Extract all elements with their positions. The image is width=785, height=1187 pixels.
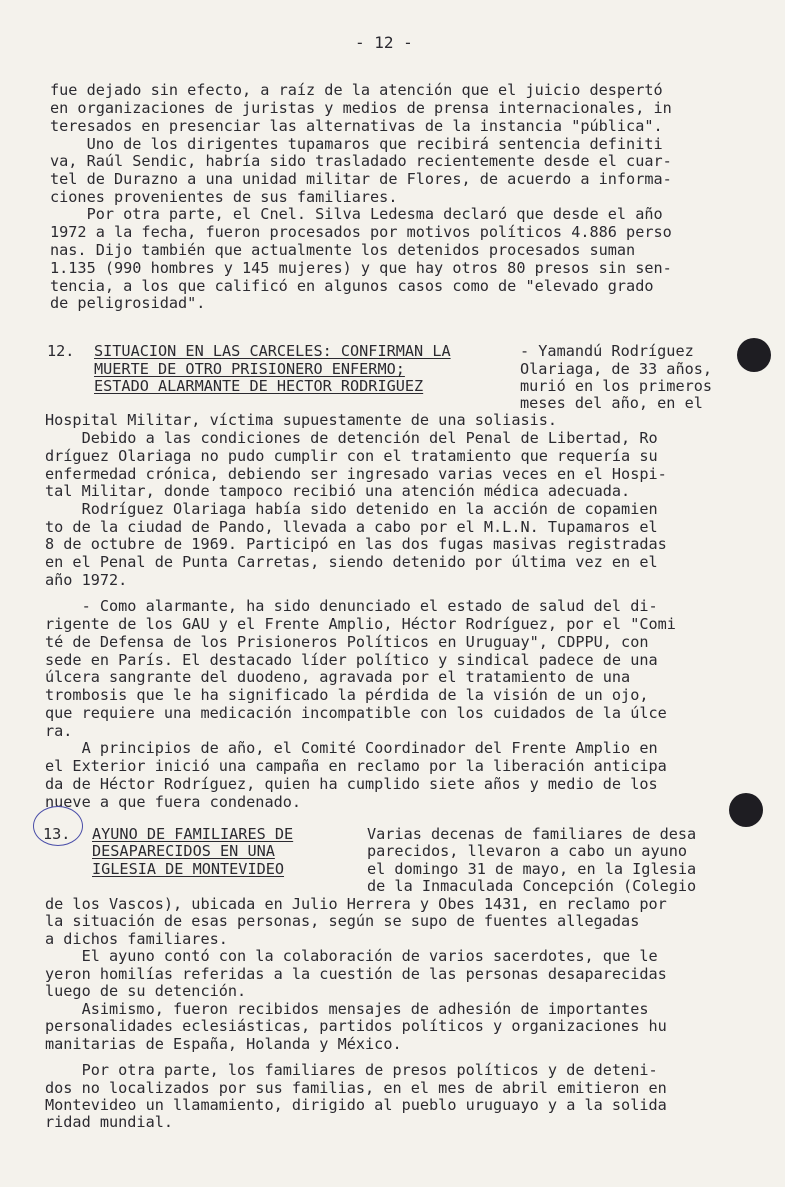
text-line: té de Defensa de los Prisioneros Políticos en Uruguay", CDPPU, con	[45, 633, 649, 651]
text-line: personalidades eclesiásticas, partidos políticos y organizaciones hu	[45, 1017, 667, 1035]
text-line: que requiere una medicación incompatible con los cuidados de la úlce	[45, 704, 667, 722]
side-text-line: el domingo 31 de mayo, en la Iglesia	[367, 860, 697, 878]
text-line: a dichos familiares.	[45, 930, 228, 948]
side-text-line: parecidos, llevaron a cabo un ayuno	[367, 842, 688, 860]
text-line: tal Militar, donde tampoco recibió una atención médica adecuada.	[45, 482, 631, 500]
text-line: año 1972.	[45, 571, 128, 589]
section-heading-line: MUERTE DE OTRO PRISIONERO ENFERMO;	[94, 360, 405, 378]
text-line: dríguez Olariaga no pudo cumplir con el tratamiento que requería su	[45, 447, 658, 465]
section-heading-line: ESTADO ALARMANTE DE HECTOR RODRIGUEZ	[94, 377, 424, 395]
text-line: de peligrosidad".	[50, 294, 206, 312]
text-line: sede en París. El destacado líder político y sindical padece de una	[45, 651, 658, 669]
text-line: Rodríguez Olariaga había sido detenido en la acción de copamien	[45, 500, 658, 518]
text-line: ridad mundial.	[45, 1113, 174, 1131]
text-line: el Exterior inició una campaña en reclamo por la liberación anticipa	[45, 757, 667, 775]
text-line: Por otra parte, los familiares de presos políticos y de deteni-	[45, 1061, 658, 1079]
section-heading-line: AYUNO DE FAMILIARES DE	[92, 825, 294, 843]
text-line: ciones provenientes de sus familiares.	[50, 188, 398, 206]
side-text-line: - Yamandú Rodríguez	[520, 342, 694, 360]
section-heading-line: IGLESIA DE MONTEVIDEO	[92, 860, 285, 878]
text-line: 1972 a la fecha, fueron procesados por motivos políticos 4.886 perso	[50, 223, 672, 241]
section-heading-line: SITUACION EN LAS CARCELES: CONFIRMAN LA	[94, 342, 451, 360]
text-line: Montevideo un llamamiento, dirigido al pueblo uruguayo y a la solida	[45, 1096, 667, 1114]
section-number: 12.	[47, 342, 75, 360]
text-line: tencia, a los que calificó en algunos casos como de "elevado grado	[50, 277, 654, 295]
text-line: teresados en presenciar las alternativas de la instancia "pública".	[50, 117, 663, 135]
text-line: trombosis que le ha significado la pérdida de la visión de un ojo,	[45, 686, 649, 704]
text-line: Debido a las condiciones de detención del Penal de Libertad, Ro	[45, 429, 658, 447]
text-line: El ayuno contó con la colaboración de varios sacerdotes, que le	[45, 947, 658, 965]
side-text-line: Olariaga, de 33 años,	[520, 360, 713, 378]
text-line: úlcera sangrante del duodeno, agravada por el tratamiento de una	[45, 668, 631, 686]
section-heading-line: DESAPARECIDOS EN UNA	[92, 842, 275, 860]
text-line: 1.135 (990 hombres y 145 mujeres) y que hay otros 80 presos sin sen-	[50, 259, 672, 277]
side-text-line: de la Inmaculada Concepción (Colegio	[367, 877, 697, 895]
text-line: luego de su detención.	[45, 982, 247, 1000]
text-line: manitarias de España, Holanda y México.	[45, 1035, 402, 1053]
side-text-line: Varias decenas de familiares de desa	[367, 825, 697, 843]
text-line: tel de Durazno a una unidad militar de Flores, de acuerdo a informa-	[50, 170, 672, 188]
text-line: yeron homilías referidas a la cuestión de las personas desaparecidas	[45, 965, 667, 983]
page-number: - 12 -	[355, 33, 413, 52]
text-line: Hospital Militar, víctima supuestamente de una soliasis.	[45, 411, 558, 429]
text-line: fue dejado sin efecto, a raíz de la atención que el juicio despertó	[50, 81, 663, 99]
text-line: la situación de esas personas, según se supo de fuentes allegadas	[45, 912, 640, 930]
punch-hole-mark	[729, 793, 763, 827]
text-line: rigente de los GAU y el Frente Amplio, Héctor Rodríguez, por el "Comi	[45, 615, 676, 633]
text-line: Uno de los dirigentes tupamaros que recibirá sentencia definiti	[50, 135, 663, 153]
text-line: en el Penal de Punta Carretas, siendo detenido por última vez en el	[45, 553, 658, 571]
text-line: enfermedad crónica, debiendo ser ingresado varias veces en el Hospi-	[45, 465, 667, 483]
text-line: Por otra parte, el Cnel. Silva Ledesma declaró que desde el año	[50, 205, 663, 223]
text-line: A principios de año, el Comité Coordinador del Frente Amplio en	[45, 739, 658, 757]
text-line: ra.	[45, 722, 73, 740]
side-text-line: meses del año, en el	[520, 394, 703, 412]
side-text-line: murió en los primeros	[520, 377, 713, 395]
section-number: 13.	[43, 825, 71, 843]
text-line: en organizaciones de juristas y medios de prensa internacionales, in	[50, 99, 672, 117]
text-line: to de la ciudad de Pando, llevada a cabo por el M.L.N. Tupamaros el	[45, 518, 658, 536]
text-line: nas. Dijo también que actualmente los detenidos procesados suman	[50, 241, 636, 259]
text-line: 8 de octubre de 1969. Participó en las dos fugas masivas registradas	[45, 535, 667, 553]
text-line: - Como alarmante, ha sido denunciado el estado de salud del di-	[45, 597, 658, 615]
text-line: dos no localizados por sus familias, en el mes de abril emitieron en	[45, 1079, 667, 1097]
text-line: va, Raúl Sendic, habría sido trasladado recientemente desde el cuar-	[50, 152, 672, 170]
text-line: Asimismo, fueron recibidos mensajes de adhesión de importantes	[45, 1000, 649, 1018]
text-line: de los Vascos), ubicada en Julio Herrera y Obes 1431, en reclamo por	[45, 895, 667, 913]
punch-hole-mark	[737, 338, 771, 372]
text-line: nueve a que fuera condenado.	[45, 793, 302, 811]
text-line: da de Héctor Rodríguez, quien ha cumplido siete años y medio de los	[45, 775, 658, 793]
